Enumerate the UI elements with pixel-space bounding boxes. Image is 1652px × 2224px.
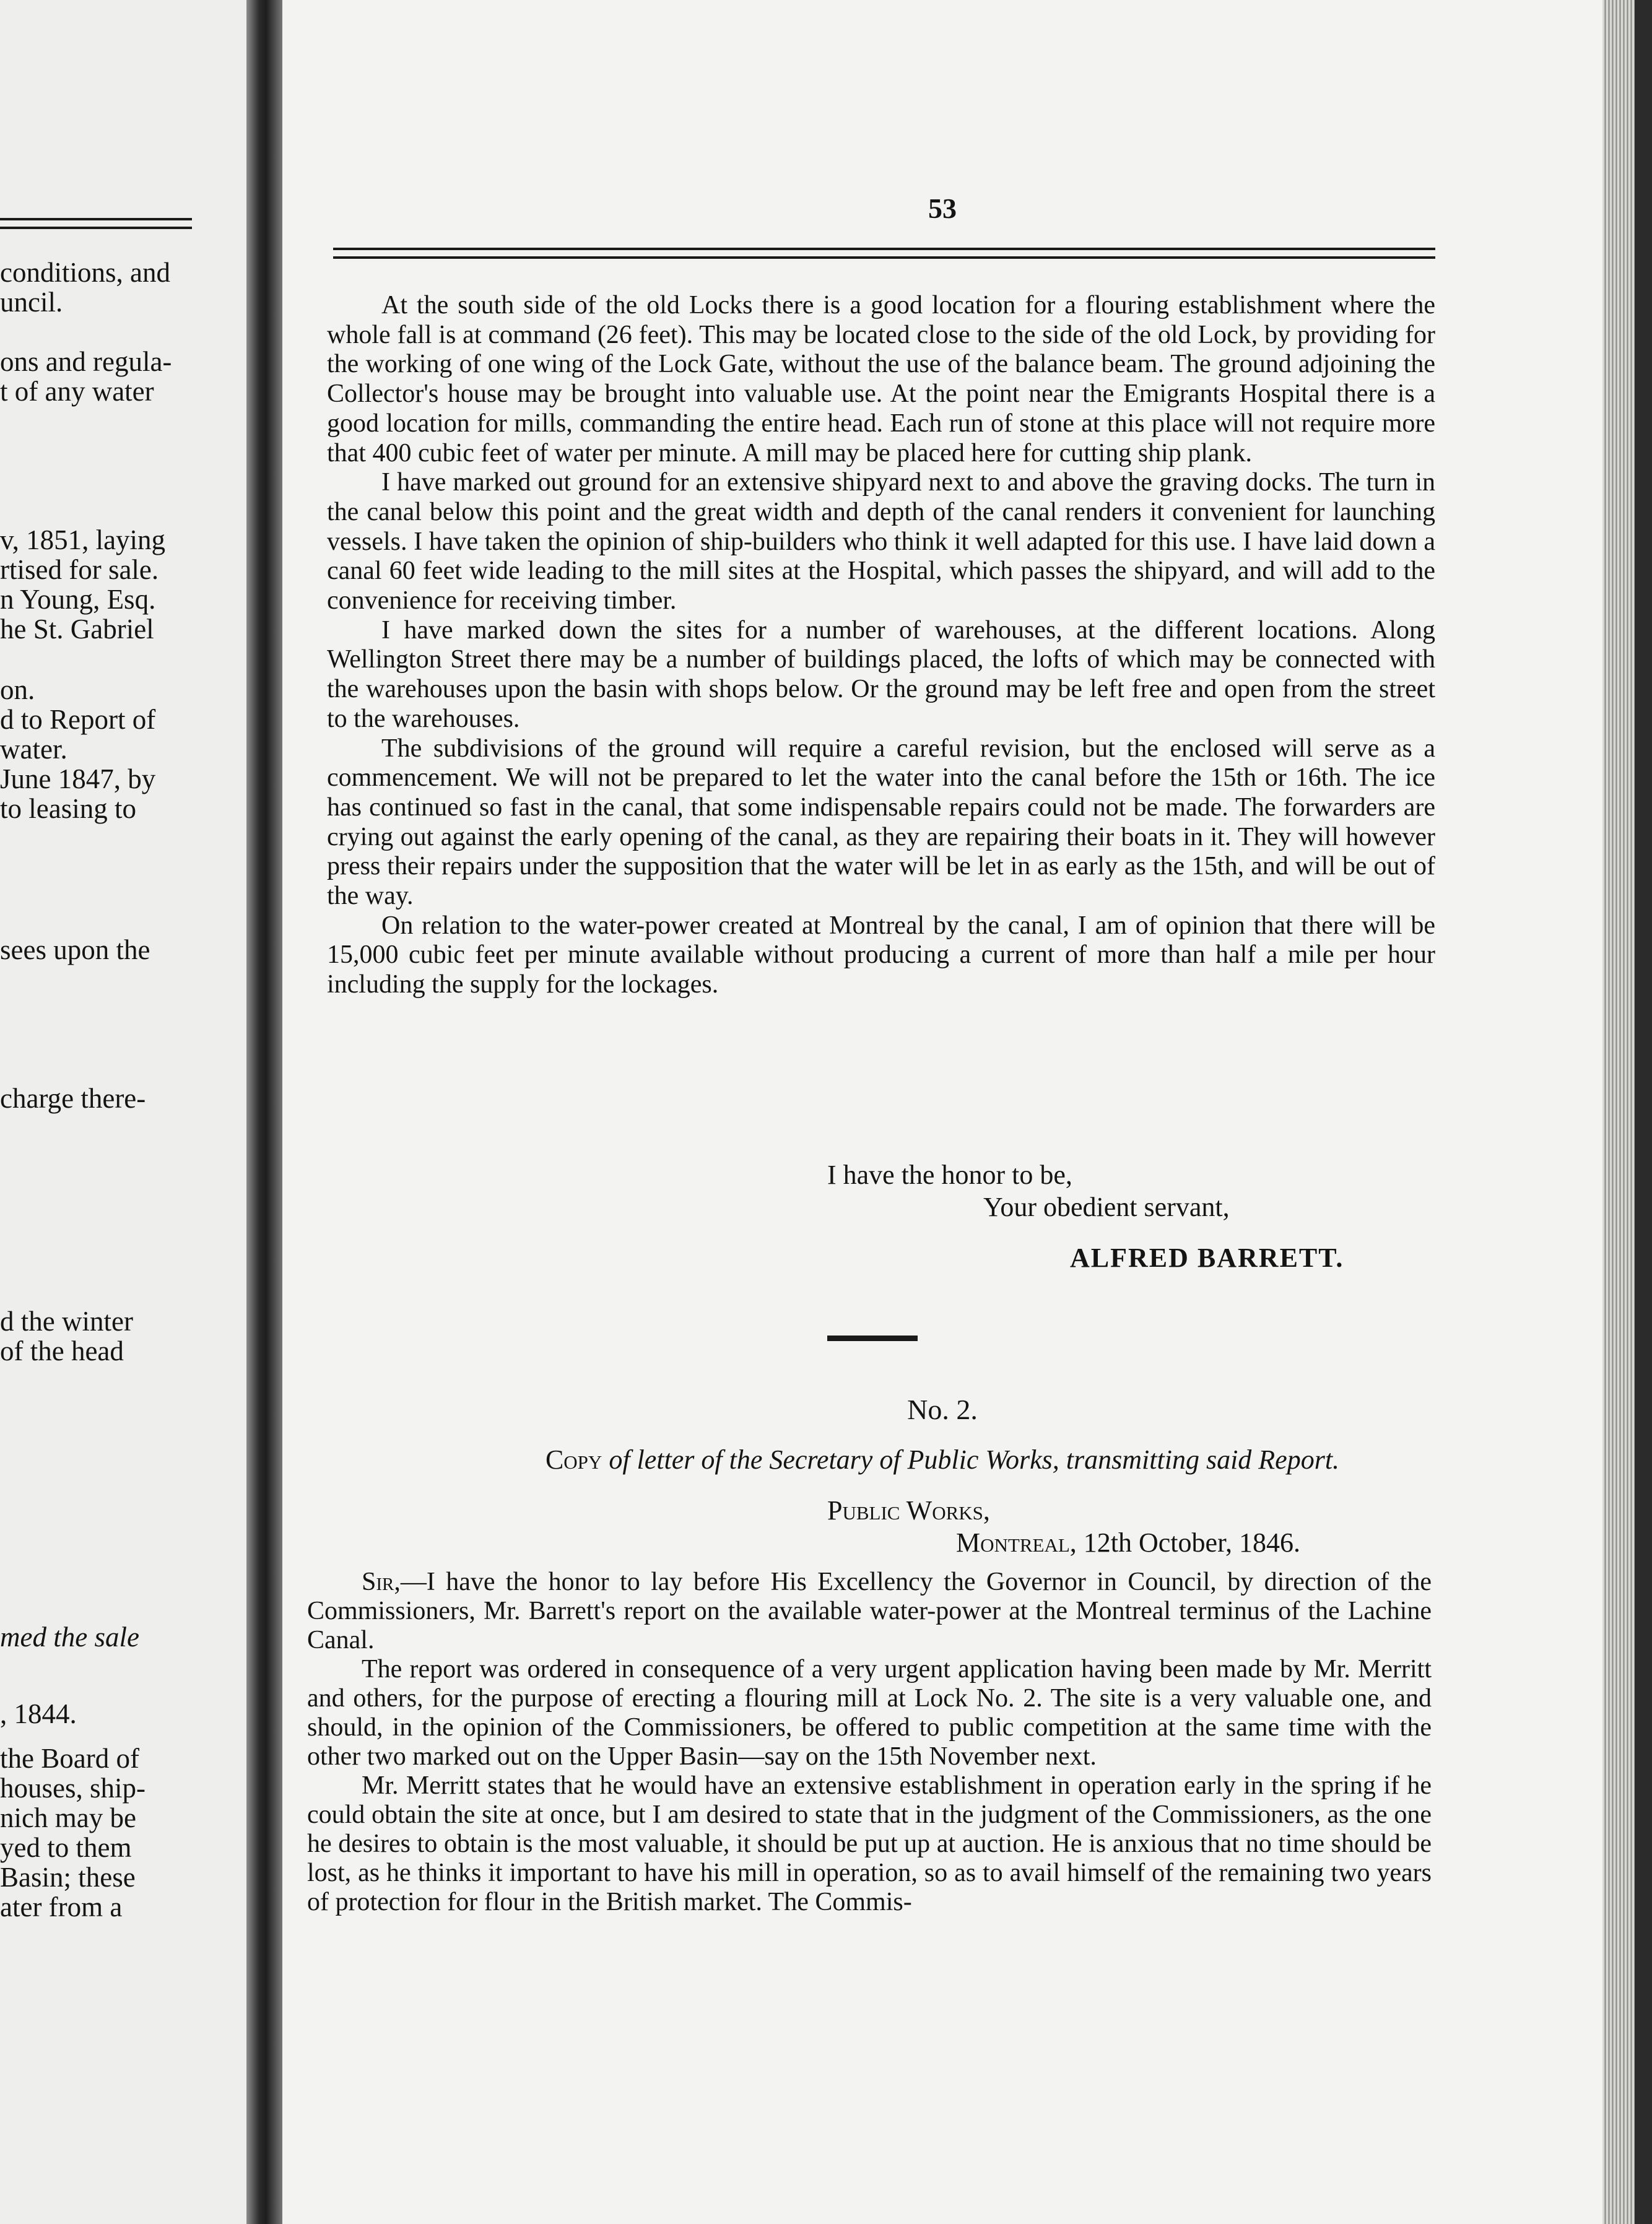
left-text-line: houses, ship- — [0, 1773, 146, 1804]
left-text-line: ons and regula- — [0, 346, 172, 377]
left-text-line: water. — [0, 734, 67, 765]
closing-line: Your obedient servant, — [983, 1192, 1230, 1222]
dateline-date: 12th October, 1846. — [1076, 1527, 1300, 1558]
left-text-line: d the winter — [0, 1306, 133, 1337]
paragraph: On relation to the water-power created at Montreal by the canal, I am of opinion that there will be 15,000 cubic feet per minute available without producing a current of more than half a mile per hour including the supply for the lockages. — [327, 911, 1435, 999]
book-gutter — [246, 0, 282, 2224]
header-double-rule — [333, 248, 1435, 259]
heading-copy-word: Copy — [545, 1444, 602, 1475]
paragraph: I have marked down the sites for a number of warehouses, at the different locations. Along Wellington Street there may be a number of buildings placed, the lofts of which may be connected with the warehouses upon the basin with shops below. Or the ground may be left free and open from the street to the warehouses. — [327, 615, 1435, 733]
signature: ALFRED BARRETT. — [1070, 1243, 1344, 1273]
secretary-letter-body — [307, 1568, 1432, 1917]
paragraph: The report was ordered in consequence of a very urgent application having been made by Mr. Merritt and others, for the purpose of erecting a flouring mill at Lock No. 2. The site is a very valuable one, and should, in the opinion of the Commissioners, be offered to public competition at the same time with the other two marked out on the Upper Basin—say on the 15th November next. — [307, 1655, 1432, 1771]
page-number: 53 — [928, 193, 957, 224]
left-text-line: t of any water — [0, 376, 154, 407]
paragraph: At the south side of the old Locks there is a good location for a flouring establishment where the whole fall is at command (26 feet). This may be located close to the side of the old Lock, by providing for the working of one wing of the Lock Gate, without the use of the balance beam. The ground adjoining the Collector's house may be brought into valuable use. At the point near the Emigrants Hospital there is a good location for mills, commanding the entire head. Each run of stone at this place will not require more that 400 cubic feet of water per minute. A mill may be placed here for cutting ship plank. — [327, 291, 1435, 467]
left-text-line: d to Report of — [0, 704, 156, 735]
dateline-city: Montreal, — [956, 1527, 1077, 1558]
page-edge-shadow — [1635, 0, 1652, 2224]
dateline-office: Public Works, — [827, 1495, 990, 1526]
paragraph — [307, 1568, 1432, 1655]
paragraph: I have marked out ground for an extensive shipyard next to and above the graving docks. The turn in the canal below this point and the great width and depth of the canal renders it convenient for launching vessels. I have taken the opinion of ship-builders who think it well adapted for this use. I have laid down a canal 60 feet wide leading to the mill sites at the Hospital, which passes the shipyard, and will add to the convenience for receiving timber. — [327, 468, 1435, 615]
left-text-line: sees upon the — [0, 934, 150, 965]
document-heading — [282, 1444, 1602, 1475]
left-text-line: med the sale — [0, 1622, 139, 1653]
paragraph: The subdivisions of the ground will require a careful revision, but the enclosed will serve as a commencement. We will not be prepared to let the water into the canal before the 15th or 16th. The ice has continued so fast in the canal, that some indispensable repairs could not be made. The forwarders are crying out against the early opening of the canal, as they are repairing their boats in it. They will however press their repairs under the supposition that the water will be let in as early as the 15th, and will be out of the way. — [327, 734, 1435, 911]
document-number: No. 2. — [907, 1394, 978, 1425]
section-divider — [827, 1336, 918, 1341]
left-text-line: uncil. — [0, 287, 63, 318]
left-text-line: yed to them — [0, 1832, 132, 1863]
heading-text: of letter of the Secretary of Public Works, transmitting said Report. — [602, 1444, 1340, 1475]
paragraph: Mr. Merritt states that he would have an extensive establishment in operation early in the spring if he could obtain the site at once, but I am desired to state that in the judgment of the Commissioners, as the one he desires to obtain is the most valuable, it should be put up at auction. He is anxious that no time should be lost, as he thinks it important to have his mill in operation, so as to avail himself of the remaining two years of protection for flour in the British market. The Commis- — [307, 1771, 1432, 1916]
left-text-line: charge there- — [0, 1083, 146, 1114]
dateline — [956, 1527, 1300, 1558]
left-text-line: n Young, Esq. — [0, 584, 156, 615]
left-text-line: Basin; these — [0, 1862, 136, 1893]
left-text-line: ater from a — [0, 1892, 123, 1922]
right-page — [282, 0, 1602, 2224]
left-text-line: he St. Gabriel — [0, 614, 154, 645]
left-header-rule — [0, 218, 192, 229]
paragraph-text: —I have the honor to lay before His Excellency the Governor in Council, by direction of the Commissioners, Mr. Barrett's report on the available water-power at the Montreal terminus of the Lachine Canal. — [307, 1568, 1432, 1654]
salutation: Sir, — [362, 1568, 401, 1596]
left-text-line: on. — [0, 674, 35, 705]
left-text-line: nich may be — [0, 1802, 136, 1833]
barrett-letter-body — [327, 291, 1435, 1000]
closing-line: I have the honor to be, — [827, 1160, 1072, 1190]
left-text-line: conditions, and — [0, 257, 170, 288]
left-text-line: to leasing to — [0, 793, 136, 824]
left-text-line: of the head — [0, 1336, 124, 1366]
left-text-line: June 1847, by — [0, 763, 156, 794]
left-text-line: v, 1851, laying — [0, 524, 166, 555]
left-facing-page — [0, 0, 248, 2224]
left-text-line: , 1844. — [0, 1698, 77, 1729]
left-text-line: rtised for sale. — [0, 554, 159, 585]
left-text-line: the Board of — [0, 1743, 139, 1774]
